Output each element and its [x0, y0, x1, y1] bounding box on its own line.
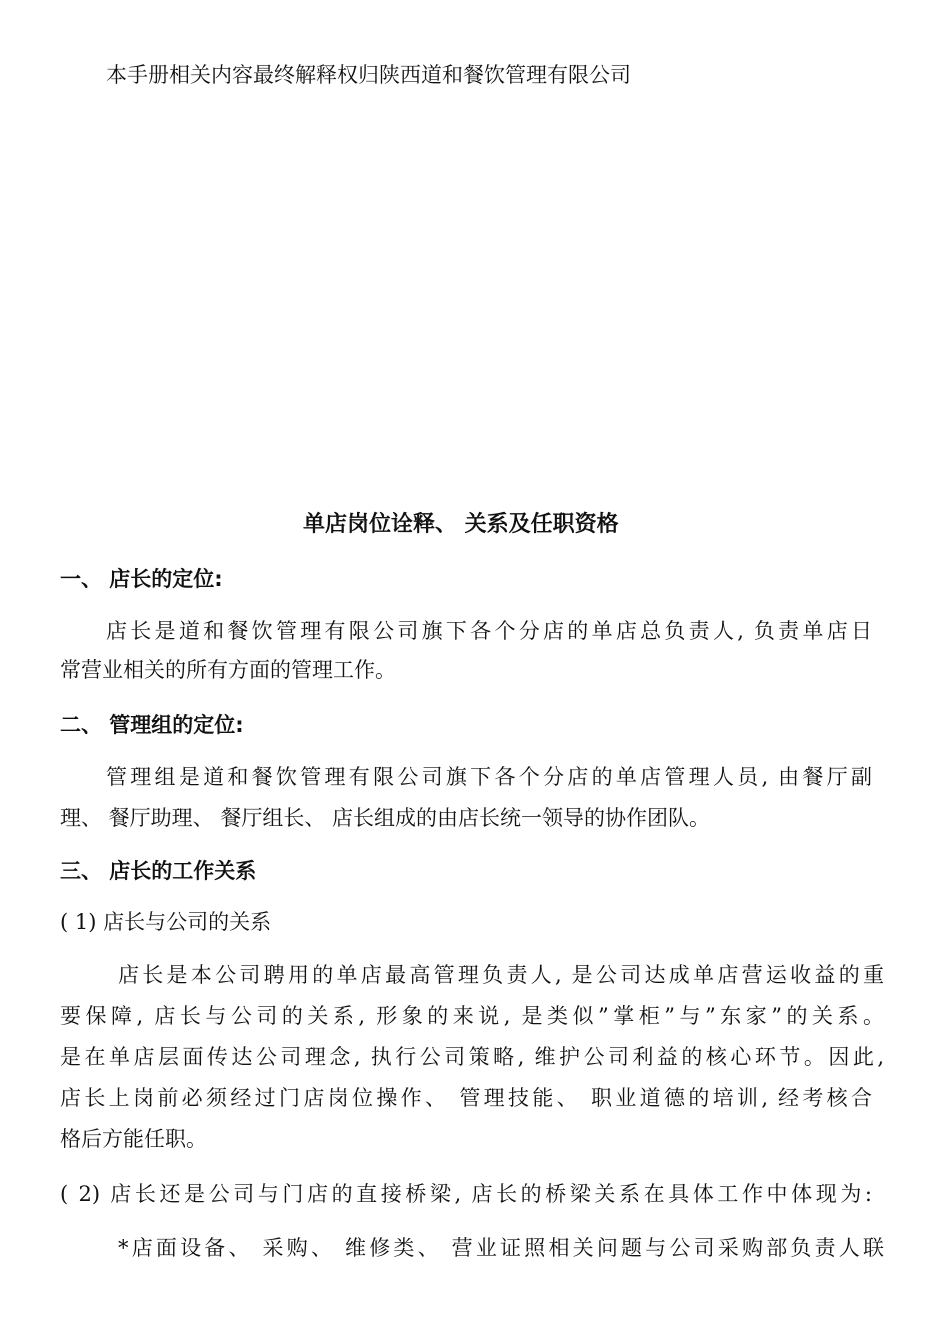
disclaimer-text: 本手册相关内容最终解释权归陕西道和餐饮管理有限公司	[106, 63, 631, 87]
section-1-paragraph-line: 常营业相关的所有方面的管理工作。	[60, 658, 396, 682]
bullet-item: *店面设备、 采购、 维修类、 营业证照相关问题与公司采购部负责人联	[118, 1236, 884, 1260]
section-2-heading: 二、 管理组的定位:	[60, 713, 244, 737]
section-1-paragraph-line: 店长是道和餐饮管理有限公司旗下各个分店的单店总负责人, 负责单店日	[106, 619, 872, 643]
subsection-1-heading: ( 1) 店长与公司的关系	[60, 910, 272, 934]
section-3-paragraph-line: 要保障, 店长与公司的关系, 形象的来说, 是类似”掌柜”与”东家”的关系。	[60, 1004, 884, 1028]
section-1-heading: 一、 店长的定位:	[60, 567, 223, 591]
section-3-paragraph-line: 店长上岗前必须经过门店岗位操作、 管理技能、 职业道德的培训, 经考核合	[60, 1086, 872, 1110]
section-3-paragraph-line: 是在单店层面传达公司理念, 执行公司策略, 维护公司利益的核心环节。因此,	[60, 1045, 884, 1069]
section-3-paragraph-line: 店长是本公司聘用的单店最高管理负责人, 是公司达成单店营运收益的重	[118, 963, 884, 987]
section-2-paragraph-line: 管理组是道和餐饮管理有限公司旗下各个分店的单店管理人员, 由餐厅副	[106, 765, 872, 789]
section-3-paragraph-line: 格后方能任职。	[60, 1127, 207, 1151]
page-title: 单店岗位诠释、 关系及任职资格	[303, 512, 619, 537]
section-2-paragraph-line: 理、 餐厅助理、 餐厅组长、 店长组成的由店长统一领导的协作团队。	[60, 806, 711, 830]
section-3-heading: 三、 店长的工作关系	[60, 859, 257, 883]
subsection-2-heading: ( 2) 店长还是公司与门店的直接桥梁, 店长的桥梁关系在具体工作中体现为:	[60, 1182, 872, 1206]
